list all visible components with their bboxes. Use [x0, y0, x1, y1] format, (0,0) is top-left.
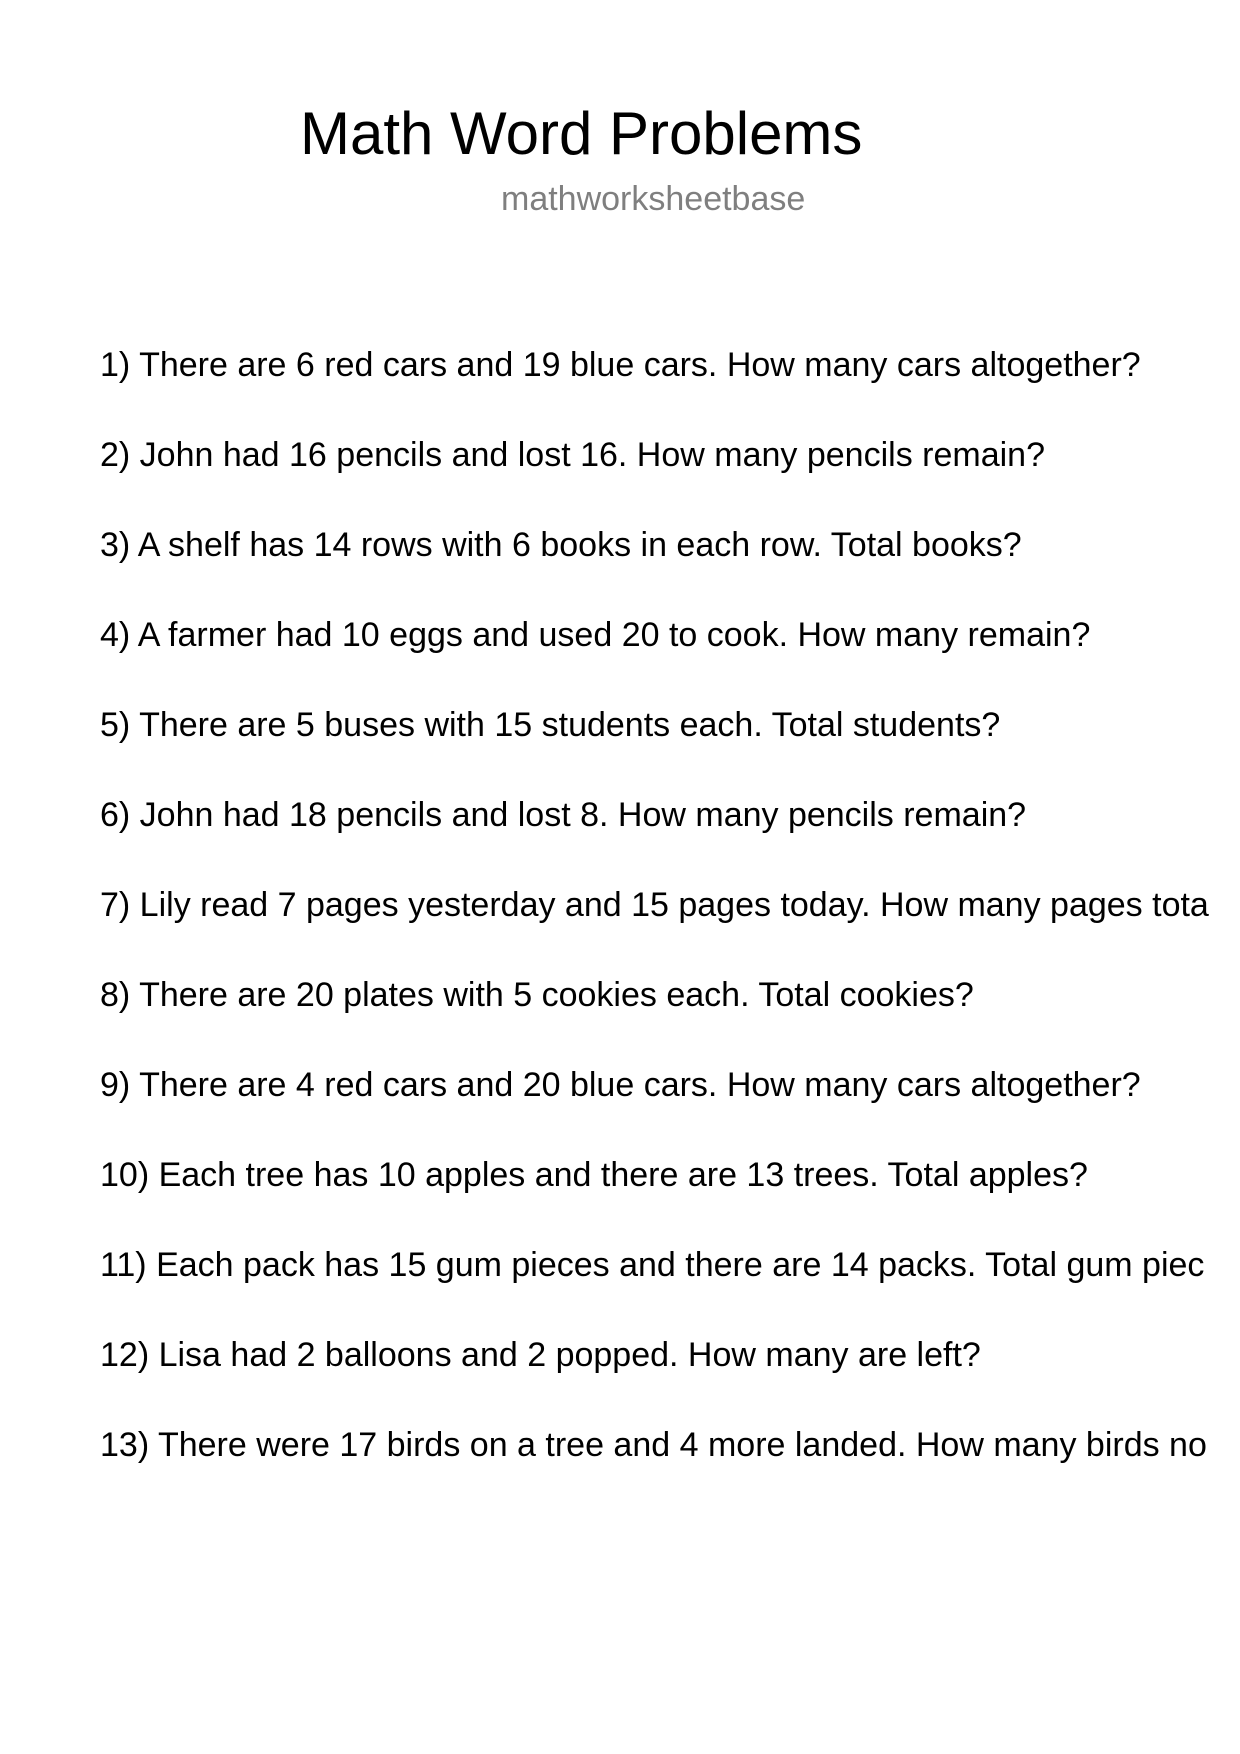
problem-9: 9) There are 4 red cars and 20 blue cars. How many cars altogether?: [100, 1066, 1141, 1104]
problem-6: 6) John had 18 pencils and lost 8. How many pencils remain?: [100, 796, 1027, 834]
problem-8: 8) There are 20 plates with 5 cookies each. Total cookies?: [100, 976, 974, 1014]
problem-12: 12) Lisa had 2 balloons and 2 popped. How many are left?: [100, 1336, 981, 1374]
problem-4: 4) A farmer had 10 eggs and used 20 to cook. How many remain?: [100, 616, 1091, 654]
problem-3: 3) A shelf has 14 rows with 6 books in each row. Total books?: [100, 526, 1022, 564]
problem-5: 5) There are 5 buses with 15 students each. Total students?: [100, 706, 1001, 744]
page-subtitle: mathworksheetbase: [501, 180, 806, 218]
problem-2: 2) John had 16 pencils and lost 16. How many pencils remain?: [100, 436, 1045, 474]
problem-11: 11) Each pack has 15 gum pieces and there are 14 packs. Total gum piec: [100, 1246, 1205, 1284]
problem-7: 7) Lily read 7 pages yesterday and 15 pages today. How many pages tota: [100, 886, 1209, 924]
problem-13: 13) There were 17 birds on a tree and 4 more landed. How many birds no: [100, 1426, 1207, 1464]
problem-list: [100, 343, 1240, 1513]
problem-10: 10) Each tree has 10 apples and there are 13 trees. Total apples?: [100, 1156, 1088, 1194]
page-title: Math Word Problems: [300, 100, 863, 167]
problem-1: 1) There are 6 red cars and 19 blue cars. How many cars altogether?: [100, 346, 1141, 384]
